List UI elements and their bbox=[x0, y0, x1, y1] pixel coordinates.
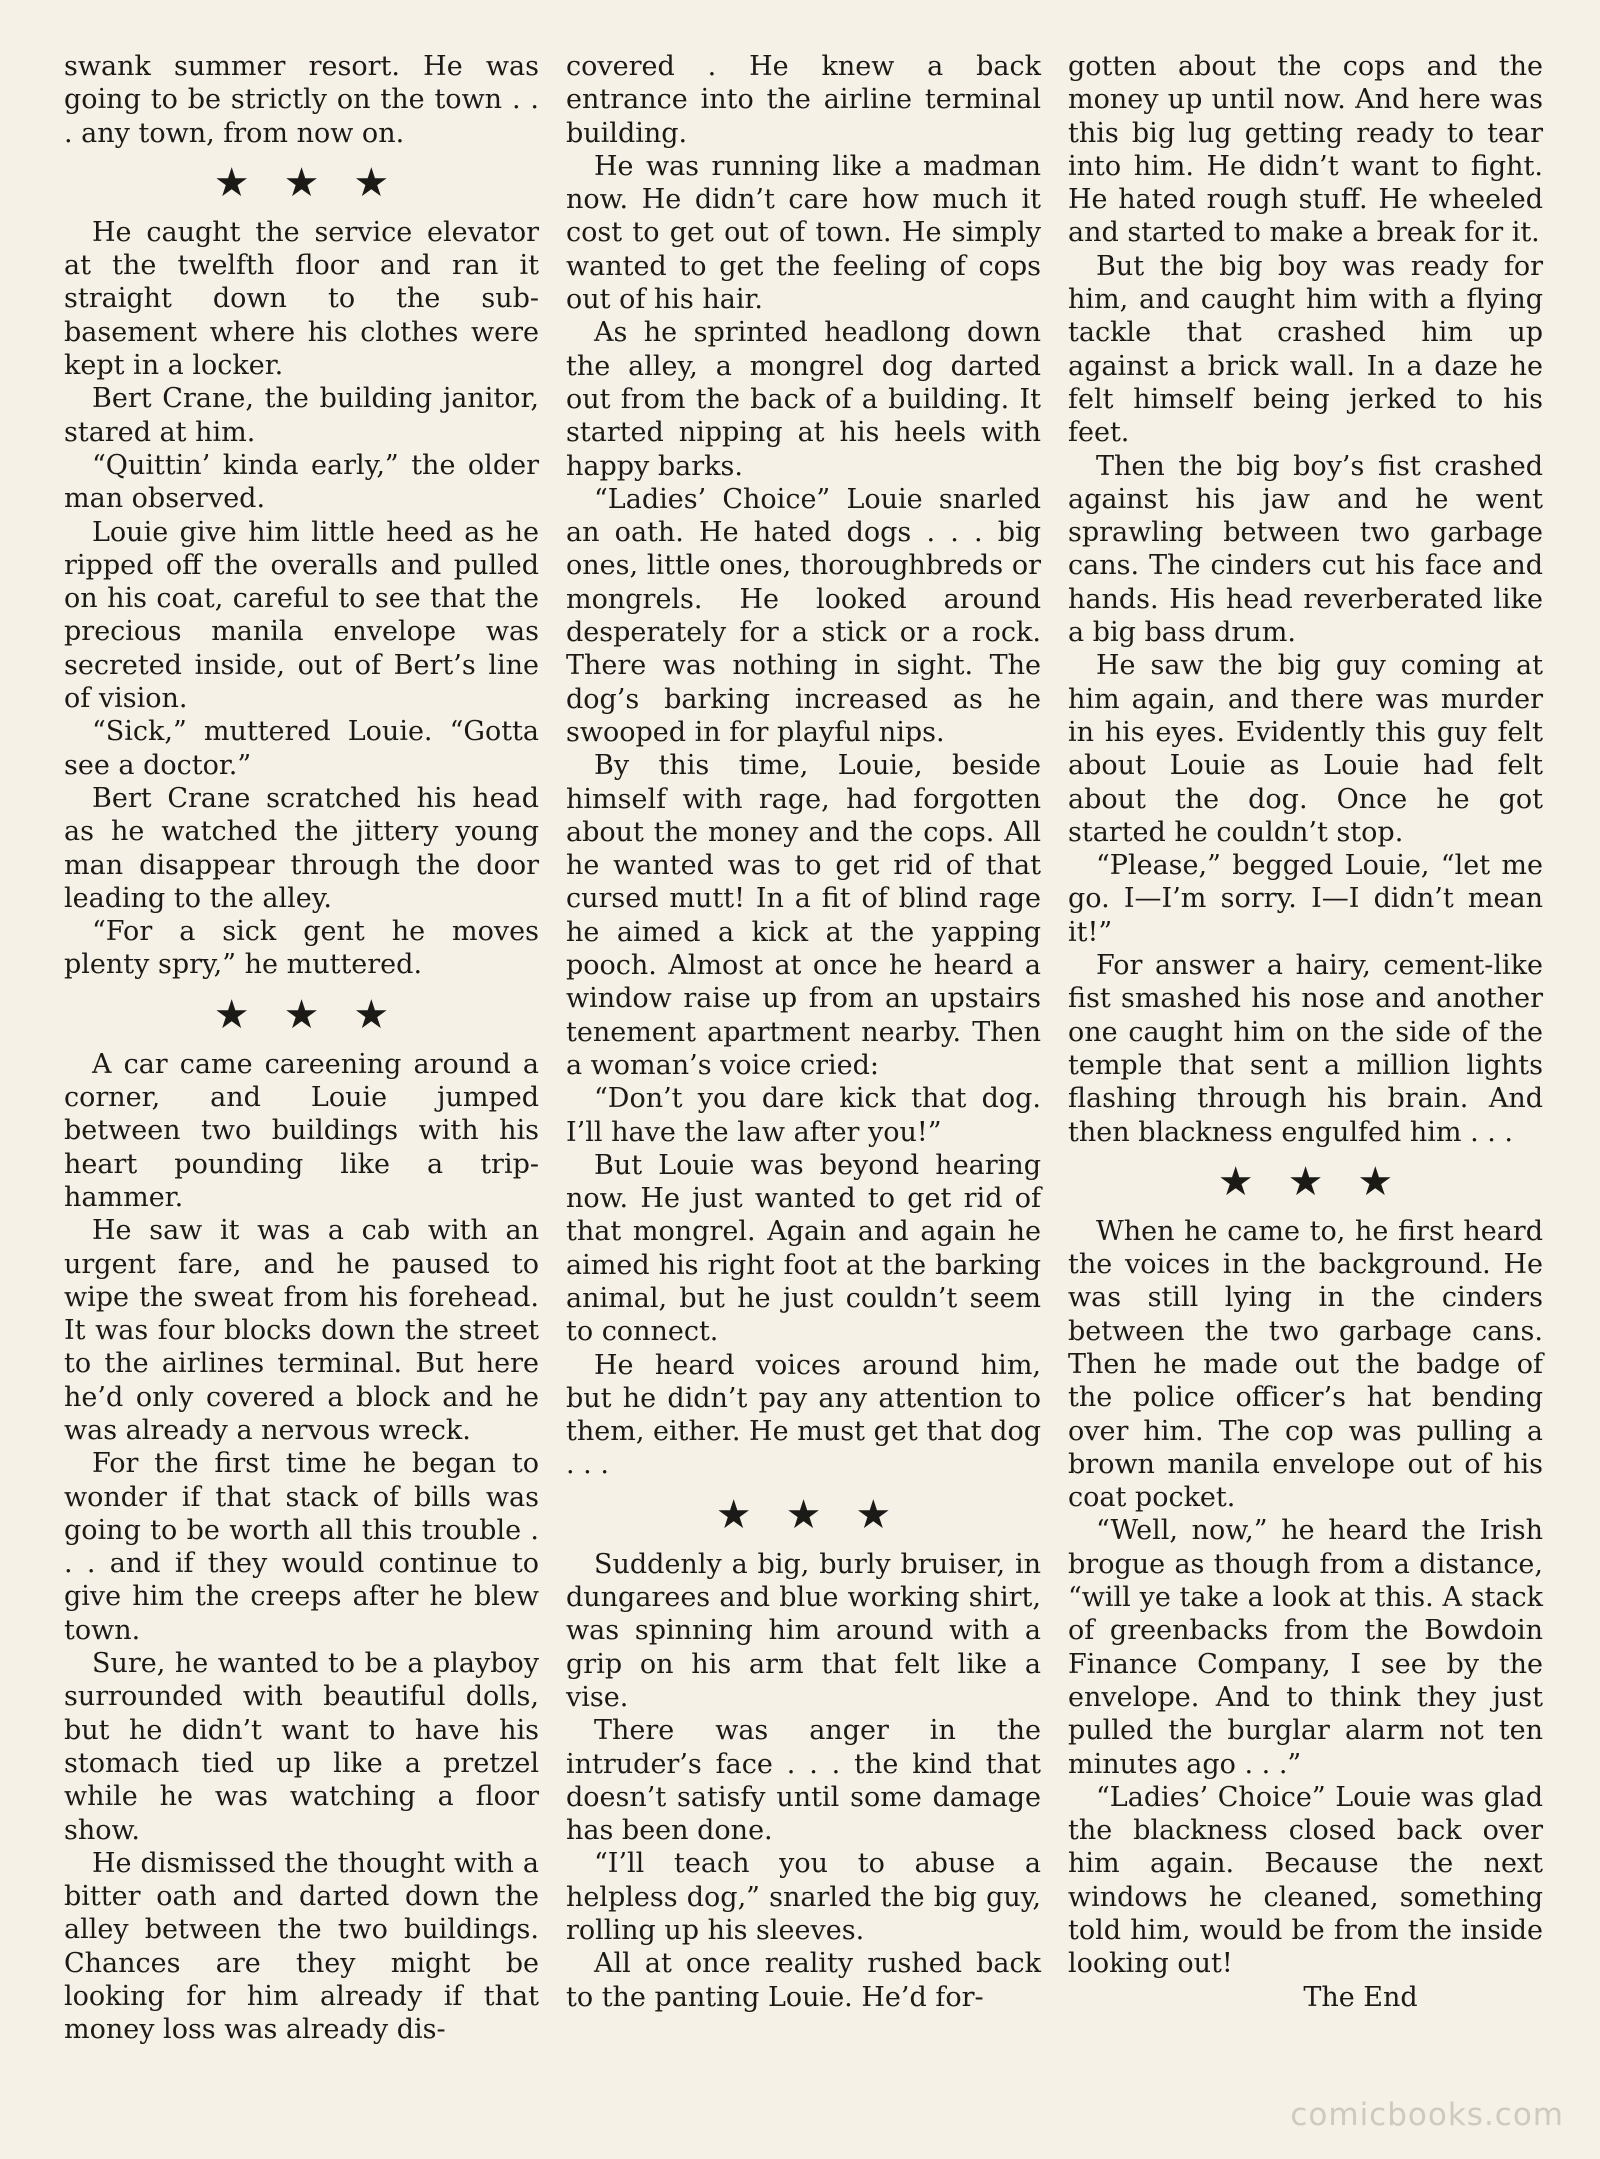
story-paragraph: When he came to, he first heard the voices in the background. He was still lying in the cinders between the two garbage cans. Then he made out the badge of the police officer’s hat bending over him. The cop was pulling a brown manila envelope out of his coat pocket. bbox=[1068, 1215, 1543, 1514]
story-paragraph: He caught the service elevator at the twelfth floor and ran it straight down to the sub-basement where his clothes were kept in a locker. bbox=[64, 216, 539, 382]
story-paragraph: For the first time he began to wonder if that stack of bills was going to be worth all this trouble . . . and if they would continue to give him the creeps after he blew town. bbox=[64, 1448, 539, 1646]
story-paragraph: He was running like a madman now. He didn’t care how much it cost to get out of town. He simply wanted to get the feeling of cops out of his hair. bbox=[566, 150, 1041, 316]
story-paragraph: All at once reality rushed back to the panting Louie. He’d for- bbox=[566, 1948, 1041, 2013]
story-paragraph: Bert Crane, the building janitor, stared at him. bbox=[64, 383, 539, 448]
story-paragraph: “Well, now,” he heard the Irish brogue as though from a distance, “will ye take a look at this. A stack of greenbacks from the Bowdoin Finance Company, I see by the envelope. And to think they just pulled the burglar alarm not ten minutes ago . . .” bbox=[1068, 1515, 1543, 1780]
story-paragraph: Sure, he wanted to be a playboy surrounded with beautiful dolls, but he didn’t want to have his stomach tied up like a pretzel while he was watching a floor show. bbox=[64, 1648, 539, 1846]
story-paragraph: But Louie was beyond hearing now. He just wanted to get rid of that mongrel. Again and again he aimed his right foot at the barking animal, but he just couldn’t seem to connect. bbox=[566, 1149, 1041, 1348]
story-paragraph: For answer a hairy, cement-like fist smashed his nose and another one caught him on the side of the temple that sent a million lights flashing through his brain. And then blackness engulfed him . . . bbox=[1068, 950, 1543, 1148]
story-paragraph: “Quittin’ kinda early,” the older man observed. bbox=[64, 449, 539, 515]
section-break-stars: ★★★ bbox=[213, 159, 424, 206]
story-paragraph: He saw the big guy coming at him again, and there was murder in his eyes. Evidently this guy felt about Louie as Louie had felt about the dog. Once he got started he couldn’t stop. bbox=[1068, 650, 1543, 848]
watermark-text: comicbooks.com bbox=[1290, 2097, 1564, 2133]
story-paragraph: Louie give him little heed as he ripped off the overalls and pulled on his coat, careful to see that the precious manila envelope was secreted inside, out of Bert’s line of vision. bbox=[64, 516, 539, 715]
column-3 bbox=[1068, 50, 1543, 2014]
story-paragraph: “Ladies’ Choice” Louie was glad the blackness closed back over him again. Because the next windows he cleaned, something told him, would be from the inside looking out! bbox=[1068, 1781, 1543, 1980]
story-paragraph: Bert Crane scratched his head as he watched the jittery young man disappear through the door leading to the alley. bbox=[64, 782, 539, 914]
story-paragraph: “Don’t you dare kick that dog. I’ll have the law after you!” bbox=[566, 1083, 1041, 1148]
story-paragraph: “For a sick gent he moves plenty spry,” he muttered. bbox=[64, 916, 539, 981]
story-paragraph: swank summer resort. He was going to be strictly on the town . . . any town, from now on. bbox=[64, 51, 539, 149]
section-break-stars: ★★★ bbox=[213, 991, 424, 1038]
the-end-label: The End bbox=[1303, 1981, 1418, 2013]
column-1 bbox=[64, 50, 539, 2047]
story-paragraph: “I’ll teach you to abuse a helpless dog,” snarled the big guy, rolling up his sleeves. bbox=[566, 1848, 1041, 1947]
column-2 bbox=[566, 50, 1041, 2014]
story-paragraph: He heard voices around him, but he didn’t pay any attention to them, either. He must get that dog . . . bbox=[566, 1349, 1041, 1481]
story-paragraph: There was anger in the intruder’s face . . . the kind that doesn’t satisfy until some damage has been done. bbox=[566, 1715, 1041, 1847]
section-break-stars: ★★★ bbox=[715, 1491, 926, 1538]
story-paragraph: “Please,” begged Louie, “let me go. I—I’m sorry. I—I didn’t mean it!” bbox=[1068, 850, 1543, 948]
story-paragraph: A car came careening around a corner, and Louie jumped between two buildings with his heart pounding like a trip-hammer. bbox=[64, 1048, 539, 1213]
story-paragraph: He dismissed the thought with a bitter oath and darted down the alley between the two buildings. Chances are they might be looking for him already if that money loss was already dis- bbox=[64, 1847, 539, 2046]
story-paragraph: He saw it was a cab with an urgent fare, and he paused to wipe the sweat from his forehead. It was four blocks down the street to the airlines terminal. But here he’d only covered a block and he was already a nervous wreck. bbox=[64, 1215, 539, 1446]
story-paragraph: Suddenly a big, burly bruiser, in dungarees and blue working shirt, was spinning him around with a grip on his arm that felt like a vise. bbox=[566, 1548, 1041, 1713]
story-paragraph: But the big boy was ready for him, and caught him with a flying tackle that crashed him up against a brick wall. In a daze he felt himself being jerked to his feet. bbox=[1068, 250, 1543, 449]
story-paragraph: covered . He knew a back entrance into the airline terminal building. bbox=[566, 51, 1041, 149]
section-break-stars: ★★★ bbox=[1217, 1158, 1428, 1205]
story-paragraph: As he sprinted headlong down the alley, a mongrel dog darted out from the back of a building. It started nipping at his heels with happy barks. bbox=[566, 317, 1041, 482]
story-paragraph: Then the big boy’s fist crashed against his jaw and he went sprawling between two garbage cans. The cinders cut his face and hands. His head reverberated like a big bass drum. bbox=[1068, 450, 1543, 649]
story-paragraph: “Sick,” muttered Louie. “Gotta see a doctor.” bbox=[64, 716, 539, 781]
story-paragraph: “Ladies’ Choice” Louie snarled an oath. He hated dogs . . . big ones, little ones, thoroughbreds or mongrels. He looked around desperately for a stick or a rock. There was nothing in sight. The dog’s barking increased as he swooped in for playful nips. bbox=[566, 483, 1041, 748]
story-paragraph: gotten about the cops and the money up until now. And here was this big lug getting ready to tear into him. He didn’t want to fight. He hated rough stuff. He wheeled and started to make a break for it. bbox=[1068, 51, 1543, 249]
story-paragraph: By this time, Louie, beside himself with rage, had forgotten about the money and the cops. All he wanted was to get rid of that cursed mutt! In a fit of blind rage he aimed a kick at the yapping pooch. Almost at once he heard a window raise up from an upstairs tenement apartment nearby. Then a woman’s voice cried: bbox=[566, 750, 1041, 1081]
